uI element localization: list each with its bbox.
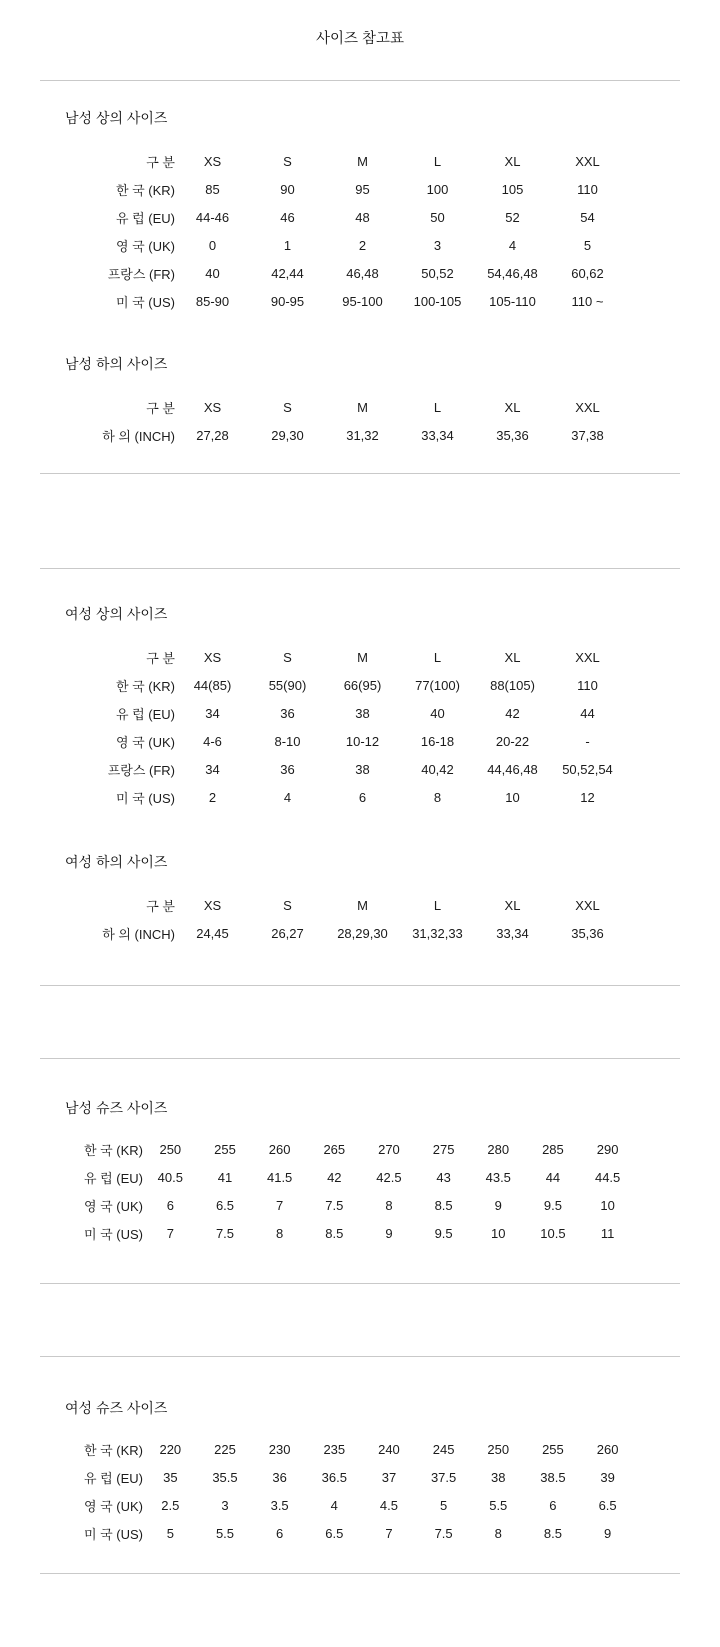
divider <box>40 1573 680 1574</box>
size-cell: 44 <box>545 1169 561 1185</box>
row-label: 미 국 (US) <box>83 1226 143 1242</box>
size-cell: 40 <box>430 705 445 721</box>
size-cell: 220 <box>159 1441 182 1457</box>
header-row <box>65 393 625 421</box>
table-row <box>65 1435 635 1463</box>
table-row <box>65 203 625 231</box>
column-header: M <box>357 399 368 415</box>
size-cell: 33,34 <box>421 427 454 443</box>
table-row <box>65 1491 635 1519</box>
column-header-label: 구 분 <box>146 154 175 170</box>
table-row <box>65 727 625 755</box>
size-cell: 85 <box>205 181 220 197</box>
size-cell: 7.5 <box>325 1197 344 1213</box>
size-cell: 265 <box>323 1141 346 1157</box>
section-womens-bottom-sizes <box>0 853 720 947</box>
size-cell: 3.5 <box>270 1497 289 1513</box>
size-cell: 280 <box>487 1141 510 1157</box>
size-cell: 20-22 <box>495 733 530 749</box>
column-header: XXL <box>575 649 600 665</box>
header-row <box>65 643 625 671</box>
size-cell: 100-105 <box>413 293 462 309</box>
size-cell: 5.5 <box>489 1497 508 1513</box>
section-title: 남성 슈즈 사이즈 <box>65 1100 168 1116</box>
size-cell: 50,52,54 <box>562 761 613 777</box>
column-header: XL <box>504 649 521 665</box>
row-label: 미 국 (US) <box>115 790 175 806</box>
size-cell: 43.5 <box>485 1169 511 1185</box>
size-cell: 8 <box>385 1197 393 1213</box>
size-cell: 11 <box>600 1225 615 1241</box>
size-cell: 105 <box>501 181 524 197</box>
size-cell: 4 <box>330 1497 338 1513</box>
size-cell: 37,38 <box>571 427 604 443</box>
row-label: 유 럽 (EU) <box>83 1470 143 1486</box>
size-cell: 6 <box>358 789 367 805</box>
size-cell: 8.5 <box>543 1525 562 1541</box>
size-cell: 245 <box>432 1441 455 1457</box>
table-row <box>65 259 625 287</box>
header-row <box>65 891 625 919</box>
size-cell: 60,62 <box>571 265 604 281</box>
size-cell: 55(90) <box>268 677 307 693</box>
divider <box>40 985 680 986</box>
table-row <box>65 175 625 203</box>
size-cell: 54,46,48 <box>487 265 538 281</box>
size-cell: 5 <box>439 1497 448 1513</box>
divider <box>40 1283 680 1284</box>
column-header: M <box>357 649 368 665</box>
section-mens-shoe-sizes <box>0 1099 720 1247</box>
divider <box>40 1356 680 1357</box>
row-label: 프랑스 (FR) <box>107 762 175 778</box>
section-title: 여성 상의 사이즈 <box>65 606 168 622</box>
column-header: XXL <box>575 897 600 913</box>
size-cell: 42.5 <box>376 1169 402 1185</box>
size-cell: 4.5 <box>379 1497 398 1513</box>
table-row <box>65 1135 635 1163</box>
column-header: XS <box>203 649 222 665</box>
column-header: XS <box>203 153 222 169</box>
row-label: 영 국 (UK) <box>83 1198 143 1214</box>
divider <box>40 568 680 569</box>
section-title: 여성 하의 사이즈 <box>65 854 168 870</box>
size-cell: 48 <box>355 209 370 225</box>
column-header: XS <box>203 399 222 415</box>
table-row <box>65 1519 635 1547</box>
size-cell: 7.5 <box>215 1225 235 1241</box>
row-label: 영 국 (UK) <box>115 734 175 750</box>
header-row <box>65 147 625 175</box>
size-cell: 40 <box>205 265 220 281</box>
row-label: 하 의 (INCH) <box>102 926 175 942</box>
size-cell: 35.5 <box>212 1469 238 1485</box>
table-row <box>65 1463 635 1491</box>
size-cell: 34 <box>205 761 220 777</box>
size-cell: 6 <box>166 1197 174 1213</box>
size-table-womens-top <box>65 643 625 811</box>
divider <box>40 80 680 81</box>
size-cell: 8.5 <box>325 1225 344 1241</box>
size-cell: 31,32 <box>346 427 379 443</box>
size-cell: 44-46 <box>195 209 230 225</box>
size-cell: 6.5 <box>215 1197 235 1213</box>
size-cell: 40.5 <box>157 1169 183 1185</box>
size-cell: 52 <box>505 209 520 225</box>
size-table-womens-shoes <box>65 1435 635 1547</box>
size-cell: 43 <box>436 1169 451 1185</box>
column-header: L <box>433 399 442 415</box>
size-cell: 250 <box>159 1141 182 1157</box>
size-cell: 38 <box>355 761 370 777</box>
row-label: 영 국 (UK) <box>115 238 175 254</box>
size-cell: 77(100) <box>415 677 460 693</box>
size-cell: 46,48 <box>346 265 379 281</box>
size-cell: 5 <box>583 237 592 253</box>
size-cell: 90-95 <box>270 293 305 309</box>
size-cell: 105-110 <box>489 293 536 309</box>
size-cell: - <box>585 733 590 749</box>
column-header: XXL <box>575 399 600 415</box>
column-header: XL <box>504 153 521 169</box>
column-header: S <box>283 649 292 665</box>
size-cell: 50,52 <box>421 265 454 281</box>
size-cell: 31,32,33 <box>412 925 463 941</box>
size-cell: 10-12 <box>345 733 380 749</box>
size-cell: 90 <box>280 181 295 197</box>
size-cell: 85-90 <box>195 293 230 309</box>
column-header: M <box>357 897 368 913</box>
row-label: 유 럽 (EU) <box>115 210 175 226</box>
column-header: XXL <box>575 153 600 169</box>
section-title: 여성 슈즈 사이즈 <box>65 1400 168 1416</box>
size-cell: 9 <box>494 1197 502 1213</box>
size-cell: 7 <box>166 1225 174 1241</box>
size-cell: 37.5 <box>430 1469 457 1485</box>
column-header: S <box>283 153 292 169</box>
size-cell: 6.5 <box>325 1525 344 1541</box>
section-title: 남성 하의 사이즈 <box>65 356 168 372</box>
size-cell: 7.5 <box>434 1525 453 1541</box>
size-cell: 36.5 <box>321 1469 347 1485</box>
size-cell: 41 <box>217 1169 233 1185</box>
row-label: 유 럽 (EU) <box>115 706 175 722</box>
size-cell: 35 <box>163 1469 178 1485</box>
table-row <box>65 1219 635 1247</box>
size-cell: 275 <box>432 1141 455 1157</box>
row-label: 미 국 (US) <box>115 294 175 310</box>
column-header: S <box>283 897 292 913</box>
size-cell: 38 <box>355 705 370 721</box>
size-table-mens-bottom <box>65 393 625 449</box>
size-cell: 36 <box>272 1469 287 1485</box>
table-row <box>65 287 625 315</box>
size-cell: 260 <box>596 1441 619 1457</box>
size-cell: 270 <box>378 1141 400 1157</box>
row-label: 한 국 (KR) <box>83 1442 143 1458</box>
column-header: S <box>283 399 292 415</box>
size-cell: 44,46,48 <box>487 761 538 777</box>
table-row <box>65 783 625 811</box>
size-cell: 10 <box>600 1197 615 1213</box>
divider <box>40 473 680 474</box>
size-cell: 4 <box>283 789 292 805</box>
row-label: 프랑스 (FR) <box>107 266 175 282</box>
column-header: XL <box>504 897 521 913</box>
row-label: 한 국 (KR) <box>115 182 175 198</box>
size-cell: 95 <box>355 181 370 197</box>
divider <box>40 1058 680 1059</box>
size-cell: 34 <box>205 705 220 721</box>
size-cell: 7 <box>385 1525 393 1541</box>
size-cell: 24,45 <box>196 925 229 941</box>
table-row <box>65 1163 635 1191</box>
size-cell: 44(85) <box>193 677 232 693</box>
column-header: M <box>357 153 368 169</box>
size-cell: 42 <box>505 705 520 721</box>
size-cell: 230 <box>268 1441 291 1457</box>
size-cell: 9.5 <box>434 1225 453 1241</box>
size-cell: 1 <box>283 237 292 253</box>
size-cell: 42 <box>327 1169 342 1185</box>
table-row <box>65 755 625 783</box>
size-cell: 54 <box>580 209 595 225</box>
size-cell: 39 <box>600 1469 615 1485</box>
size-table-mens-top <box>65 147 625 315</box>
size-cell: 9 <box>385 1225 393 1241</box>
section-mens-top-sizes <box>0 109 720 315</box>
size-cell: 66(95) <box>343 677 382 693</box>
size-cell: 29,30 <box>271 427 304 443</box>
column-header-label: 구 분 <box>146 650 175 666</box>
size-cell: 2.5 <box>161 1497 180 1513</box>
size-cell: 255 <box>542 1441 564 1457</box>
size-cell: 6.5 <box>598 1497 617 1513</box>
size-cell: 46 <box>280 209 295 225</box>
table-row <box>65 1191 635 1219</box>
size-cell: 5 <box>166 1525 174 1541</box>
row-label: 하 의 (INCH) <box>102 428 175 444</box>
size-cell: 8.5 <box>434 1197 453 1213</box>
table-row <box>65 699 625 727</box>
size-cell: 36 <box>280 761 295 777</box>
column-header-label: 구 분 <box>146 898 175 914</box>
size-table-womens-bottom <box>65 891 625 947</box>
table-row <box>65 919 625 947</box>
size-cell: 40,42 <box>421 761 454 777</box>
size-cell: 110 <box>577 677 598 693</box>
size-cell: 9 <box>604 1525 612 1541</box>
column-header: XL <box>504 399 521 415</box>
column-header-label: 구 분 <box>146 400 175 416</box>
size-cell: 95-100 <box>342 293 383 309</box>
size-cell: 4 <box>508 237 517 253</box>
size-cell: 255 <box>214 1141 236 1157</box>
size-cell: 3 <box>221 1497 229 1513</box>
size-cell: 44 <box>580 705 595 721</box>
column-header: XS <box>203 897 222 913</box>
size-cell: 38 <box>491 1469 506 1485</box>
size-cell: 27,28 <box>196 427 229 443</box>
table-row <box>65 671 625 699</box>
size-cell: 225 <box>214 1441 236 1457</box>
size-cell: 8 <box>276 1225 284 1241</box>
size-cell: 235 <box>323 1441 346 1457</box>
size-cell: 88(105) <box>490 677 535 693</box>
size-cell: 6 <box>276 1525 284 1541</box>
size-cell: 290 <box>596 1141 619 1157</box>
size-cell: 3 <box>433 237 442 253</box>
size-cell: 100 <box>426 181 449 197</box>
size-cell: 5.5 <box>215 1525 235 1541</box>
size-cell: 0 <box>208 237 217 253</box>
size-cell: 2 <box>358 237 367 253</box>
table-row <box>65 421 625 449</box>
size-cell: 8 <box>494 1525 502 1541</box>
size-cell: 250 <box>487 1441 510 1457</box>
section-womens-top-sizes <box>0 605 720 811</box>
size-cell: 44.5 <box>594 1169 621 1185</box>
row-label: 영 국 (UK) <box>83 1498 143 1514</box>
row-label: 한 국 (KR) <box>83 1142 143 1158</box>
size-cell: 28,29,30 <box>337 925 388 941</box>
size-cell: 35,36 <box>571 925 604 941</box>
column-header: L <box>433 897 442 913</box>
size-cell: 42,44 <box>271 265 304 281</box>
size-cell: 26,27 <box>271 925 304 941</box>
size-cell: 12 <box>580 789 595 805</box>
size-cell: 8-10 <box>274 733 301 749</box>
size-cell: 7 <box>276 1197 284 1213</box>
page-title: 사이즈 참고표 <box>315 31 405 47</box>
size-cell: 36 <box>280 705 295 721</box>
size-cell: 2 <box>208 789 217 805</box>
size-table-mens-shoes <box>65 1135 635 1247</box>
size-cell: 38.5 <box>540 1469 566 1485</box>
size-cell: 9.5 <box>543 1197 562 1213</box>
size-cell: 4-6 <box>203 733 222 749</box>
row-label: 미 국 (US) <box>83 1526 143 1542</box>
size-cell: 285 <box>542 1141 564 1157</box>
size-cell: 16-18 <box>420 733 455 749</box>
size-cell: 110 ~ <box>571 293 604 309</box>
row-label: 한 국 (KR) <box>115 678 175 694</box>
table-row <box>65 231 625 259</box>
row-label: 유 럽 (EU) <box>83 1170 143 1186</box>
section-title: 남성 상의 사이즈 <box>65 110 168 126</box>
section-mens-bottom-sizes <box>0 355 720 449</box>
section-womens-shoe-sizes <box>0 1399 720 1547</box>
size-cell: 10 <box>491 1225 506 1241</box>
size-cell: 10.5 <box>540 1225 566 1241</box>
size-cell: 50 <box>430 209 445 225</box>
size-cell: 41.5 <box>266 1169 293 1185</box>
column-header: L <box>433 153 442 169</box>
size-cell: 37 <box>381 1469 397 1485</box>
size-cell: 8 <box>433 789 442 805</box>
size-cell: 240 <box>378 1441 400 1457</box>
column-header: L <box>433 649 442 665</box>
size-cell: 6 <box>549 1497 557 1513</box>
size-cell: 260 <box>268 1141 291 1157</box>
size-cell: 10 <box>505 789 520 805</box>
size-cell: 35,36 <box>496 427 529 443</box>
size-cell: 110 <box>577 181 598 197</box>
size-cell: 33,34 <box>496 925 529 941</box>
